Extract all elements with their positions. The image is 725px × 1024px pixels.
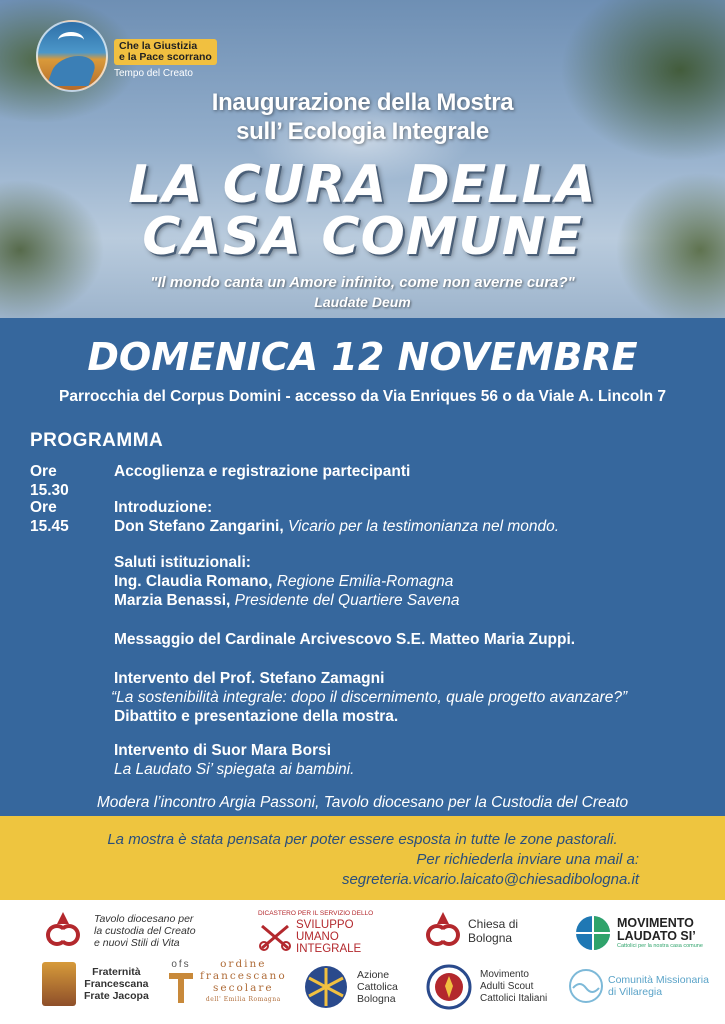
dicastero-line-2: UMANO <box>296 931 339 943</box>
logo-tagline-1: Che la Giustizia <box>119 40 198 52</box>
partner-chiesa-bologna <box>424 912 518 950</box>
chiesa-line-1: Chiesa di <box>468 917 519 931</box>
partner-tavolo <box>44 912 196 950</box>
partner-ofs <box>166 958 287 1006</box>
talk-2-title: La Laudato Si’ spiegata ai bambini. <box>114 761 355 778</box>
intro-name: Don Stefano Zangarini, <box>114 518 284 535</box>
azione-line-2: Cattolica <box>357 981 398 993</box>
masci-line-2: Adulti Scout <box>480 981 534 992</box>
tavolo-line-1: Tavolo diocesano per <box>94 913 194 925</box>
church-cross-logo-icon <box>44 912 82 950</box>
friar-image-icon <box>42 962 76 1006</box>
river-dove-logo-icon <box>36 20 108 92</box>
comunita-line-2: di Villaregia <box>608 986 663 998</box>
partner-dicastero <box>258 910 373 955</box>
moderator-line: Modera l’incontro Argia Passoni, Tavolo diocesano per la Custodia del Creato <box>96 794 629 811</box>
partner-fraternita <box>42 962 149 1006</box>
ofs-line-1: ordine <box>220 958 267 970</box>
debate-line: Dibattito e presentazione della mostra. <box>114 708 399 725</box>
logo-tagline-2: e la Pace scorrano <box>119 51 212 63</box>
notice-section <box>0 816 725 900</box>
notice-line-1: La mostra è stata pensata per poter essere esposta in tutte le zone pastorali. <box>107 831 618 848</box>
movimento-line-2: LAUDATO SI’ <box>617 929 696 943</box>
partner-villaregia <box>568 968 709 1004</box>
ofs-line-2: francescano <box>200 970 287 982</box>
hero-quote: "Il mondo canta un Amore infinito, come non averne cura?" <box>150 274 575 291</box>
greeting-1-name: Ing. Claudia Romano, <box>114 573 273 590</box>
greeting-2 <box>114 591 714 610</box>
fraternita-line-1: Fraternità <box>92 966 141 978</box>
hero-subtitle-1: Inaugurazione della Mostra <box>211 89 514 116</box>
partner-azione-cattolica <box>303 964 398 1010</box>
notice-line-2: Per richiederla inviare una mail a: <box>416 851 639 868</box>
masci-line-3: Cattolici Italiani <box>480 993 548 1004</box>
tavolo-line-2: la custodia del Creato <box>94 925 196 937</box>
partner-logos <box>0 900 725 1024</box>
event-venue: Parrocchia del Corpus Domini - accesso da Via Enriques 56 o da Viale A. Lincoln 7 <box>59 388 666 405</box>
hero-section <box>0 0 725 318</box>
azione-cattolica-logo-icon <box>303 964 349 1010</box>
azione-line-1: Azione <box>357 969 390 981</box>
event-date: DOMENICA 12 NOVEMBRE <box>87 335 638 379</box>
program-time-1: Ore 15.30 <box>30 463 69 499</box>
partner-movimento-laudato <box>574 914 703 952</box>
greetings-label: Saluti istituzionali: <box>114 554 251 571</box>
greeting-1-role: Regione Emilia-Romagna <box>272 573 454 590</box>
greeting-2-role: Presidente del Quartiere Savena <box>230 592 460 609</box>
tau-cross-icon <box>166 970 196 1006</box>
program-heading: PROGRAMMA <box>30 430 164 451</box>
notice-email[interactable]: segreteria.vicario.laicato@chiesadibologna.it <box>341 871 639 888</box>
partner-masci <box>426 964 547 1010</box>
ofs-abbr: ofs <box>171 958 191 970</box>
comunita-line-1: Comunità Missionaria <box>608 974 709 986</box>
movimento-line-1: MOVIMENTO <box>617 916 694 930</box>
program-time-2: Ore 15.45 <box>30 499 69 535</box>
masci-scout-logo-icon <box>426 964 472 1010</box>
talk-2-label: Intervento di Suor Mara Borsi <box>114 742 332 759</box>
hero-title-1: LA CURA DELLA <box>128 155 597 215</box>
dicastero-line-3: INTEGRALE <box>296 943 362 955</box>
hero-quote-source: Laudate Deum <box>314 294 411 310</box>
talk-1-title: “La sostenibilità integrale: dopo il discernimento, quale progetto avanzare?” <box>111 689 628 706</box>
masci-line-1: Movimento <box>480 969 529 980</box>
program-section <box>0 318 725 816</box>
intro-role: Vicario per la testimonianza nel mondo. <box>283 518 560 535</box>
greeting-2-name: Marzia Benassi, <box>114 592 231 609</box>
event-logo <box>36 20 217 92</box>
program-text-1: Accoglienza e registrazione partecipanti <box>114 463 411 480</box>
intro-label: Introduzione: <box>114 499 213 516</box>
villaregia-wave-logo-icon <box>568 968 604 1004</box>
intro-line <box>114 517 714 536</box>
chiesa-line-2: Bologna <box>468 931 513 945</box>
dicastero-line-1: SVILUPPO <box>296 919 354 931</box>
fraternita-line-3: Frate Jacopa <box>84 990 149 1002</box>
hero-subtitle-2: sull’ Ecologia Integrale <box>236 118 489 145</box>
ofs-line-4: dell' Emilia Romagna <box>205 996 281 1003</box>
globe-logo-icon <box>574 914 612 952</box>
church-cross-logo-icon <box>424 912 462 950</box>
dicastero-small: DICASTERO PER IL SERVIZIO DELLO <box>258 910 374 917</box>
talk-1-label: Intervento del Prof. Stefano Zamagni <box>114 670 385 687</box>
cardinal-message: Messaggio del Cardinale Arcivescovo S.E. Matteo Maria Zuppi. <box>114 631 576 648</box>
tavolo-line-3: e nuovi Stili di Vita <box>94 937 180 949</box>
fraternita-line-2: Francescana <box>84 978 149 990</box>
movimento-tag: Cattolici per la nostra casa comune <box>617 943 703 949</box>
azione-line-3: Bologna <box>357 993 396 1005</box>
logo-tagline <box>114 39 217 65</box>
logo-subtitle: Tempo del Creato <box>114 68 193 79</box>
ofs-line-3: secolare <box>212 982 274 994</box>
crossed-keys-icon <box>258 922 292 952</box>
hero-title-2: CASA COMUNE <box>142 207 583 267</box>
greeting-1 <box>114 572 714 591</box>
